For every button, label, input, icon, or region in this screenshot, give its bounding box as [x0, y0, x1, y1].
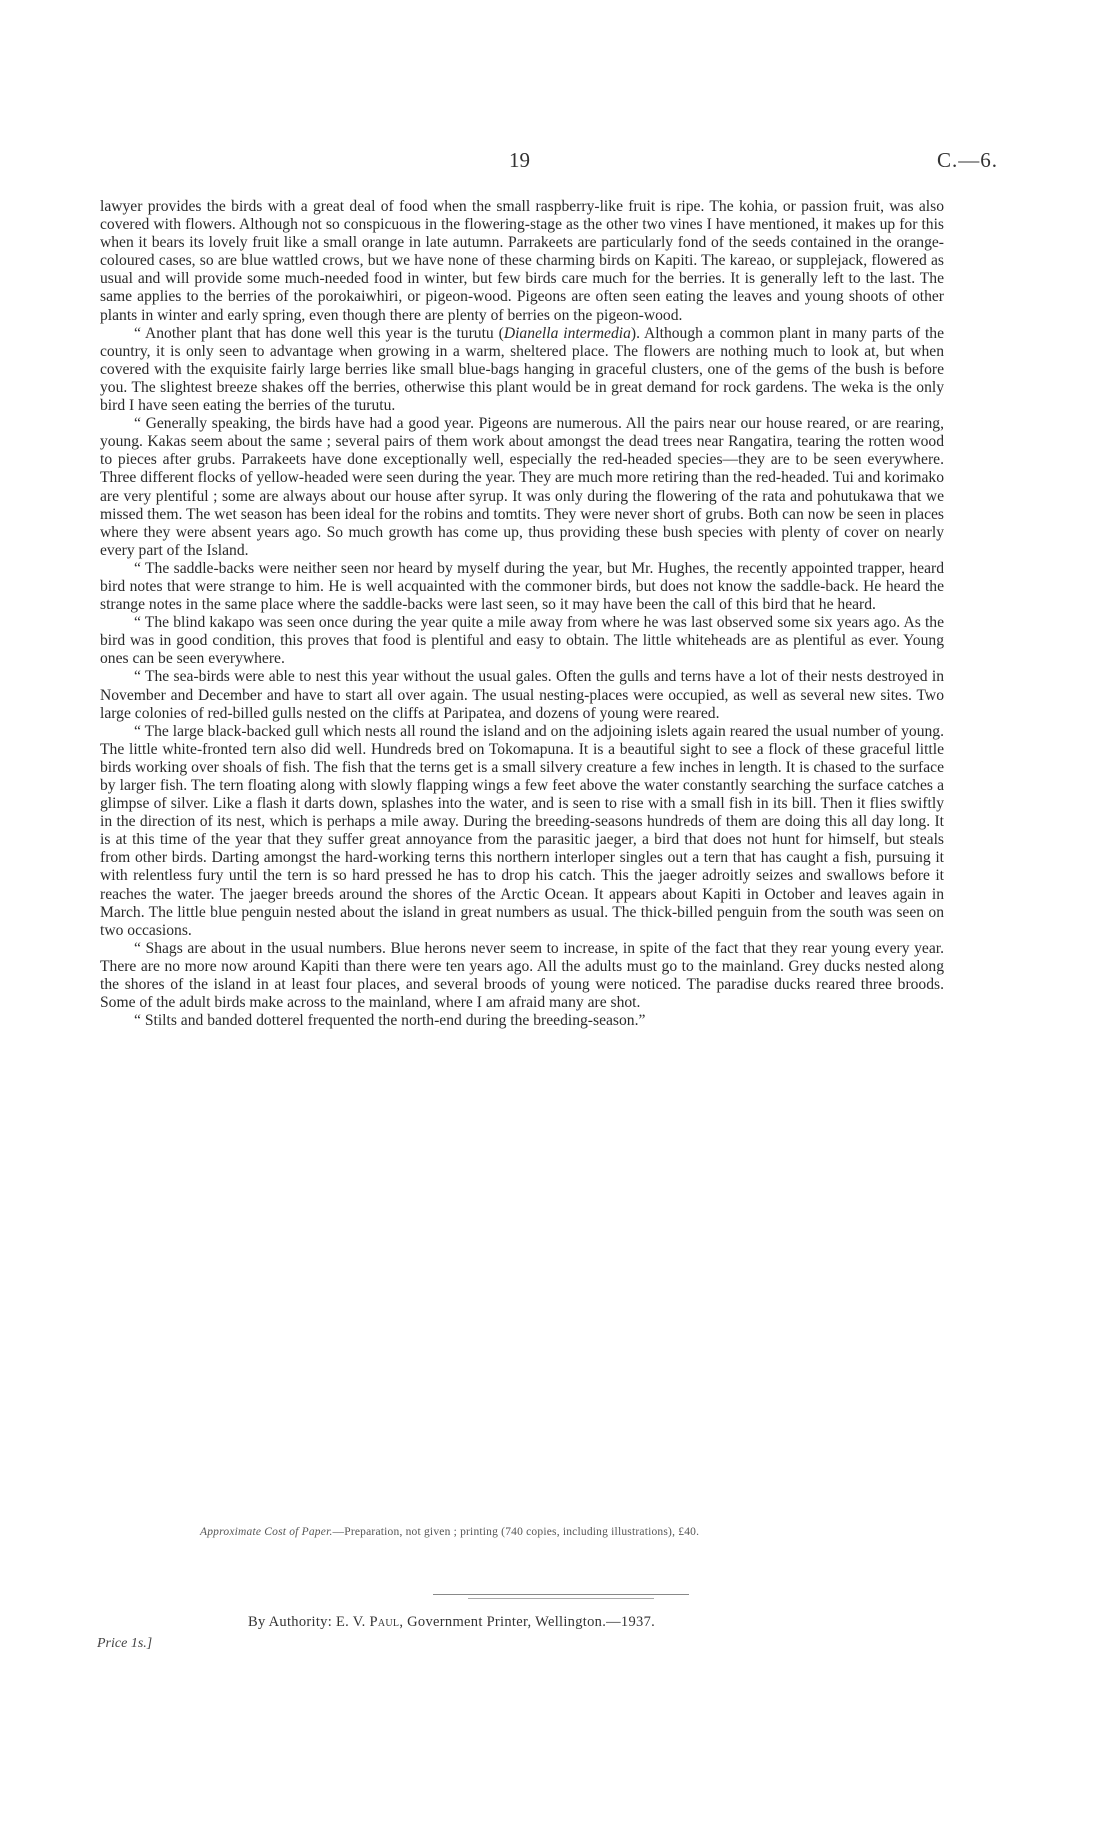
page-header: [98, 148, 998, 178]
price-label: Price 1s.]: [97, 1636, 153, 1651]
paragraph: lawyer provides the birds with a great deal of food when the small raspberry-like fruit is ripe. The kohia, or passion fruit, was also covered with flowers. Although not so conspicuous in the flowering-stage as the other two vines I have mentioned, it makes up for this when it bears its lovely fruit like a small orange in late autumn. Parrakeets are particularly fond of the seeds contained in the orange-coloured cases, so are blue wattled crows, but we have none of these charming birds on Kapiti. The kareao, or supplejack, flowered as usual and will provide some much-needed food in winter, but few birds care much for the berries. It is generally left to the last. The same applies to the berries of the porokaiwhiri, or pigeon-wood. Pigeons are often seen eating the leaves and young shoots of other plants in winter and early spring, even though there are plenty of berries on the pigeon-wood.: [100, 198, 944, 324]
cost-note: [200, 1526, 920, 1538]
paragraph: “ Shags are about in the usual numbers. Blue herons never seem to increase, in spite of the fact that they rear young every year. There are no more now around Kapiti than there were ten years ago. All the adults must go to the mainland. Grey ducks nested along the shores of the island in at least four places, and several broods of young were noticed. The paradise ducks reared three broods. Some of the adult birds make across to the mainland, where I am afraid many are shot.: [100, 939, 944, 1012]
printer-name: Paul: [369, 1614, 400, 1630]
paragraph: “ The blind kakapo was seen once during the year quite a mile away from where he was last observed some six years ago. As the bird was in good condition, this proves that food is plentiful and easy to obtain. The little whiteheads are as plentiful as ever. Young ones can be seen everywhere.: [100, 614, 944, 668]
paragraph: “ The large black-backed gull which nests all round the island and on the adjoining islets again reared the usual number of young. The little white-fronted tern also did well. Hundreds bred on Tokomapuna. It is a beautiful sight to see a flock of these graceful little birds working over shoals of fish. The fish that the terns get is a small silvery creature a few inches in length. It is chased to the surface by larger fish. The tern floating along with slowly flapping wings a few feet above the water constantly searching the surface catches a glimpse of silver. Like a flash it darts down, splashes into the water, and is seen to rise with a small fish in its bill. Then it flies swiftly in the direction of its nest, which is perhaps a mile away. During the breeding-seasons hundreds of them are doing this all day long. It is at this time of the year that they suffer great annoyance from the parasitic jaeger, a bird that does not hunt for himself, but steals from other birds. Darting amongst the hard-working terns this northern interloper singles out a tern that has caught a fish, pursuing it with relentless fury until the tern is so hard pressed he has to drop his catch. This the jaeger adroitly seizes and swallows before it reaches the water. The jaeger breeds around the shores of the Arctic Ocean. It appears about Kapiti in October and leaves again in March. The little blue penguin nested about the island in great numbers as usual. The thick-billed penguin from the south was seen on two occasions.: [100, 722, 944, 939]
cost-note-text: —Preparation, not given ; printing (740 copies, including illustrations), £40.: [332, 1526, 700, 1538]
authority-prefix: By Authority: E. V.: [248, 1614, 370, 1630]
printer-authority: [248, 1614, 868, 1631]
paragraph: “ Generally speaking, the birds have had a good year. Pigeons are numerous. All the pairs near our house reared, or are rearing, young. Kakas seem about the same ; several pairs of them work about amongst the dead trees near Rangatira, tearing the rotten wood to pieces after grubs. Parrakeets have done exceptionally well, especially the red-headed species—they are to be seen everywhere. Three different flocks of yellow-headed were seen during the year. They are much more retiring than the red-headed. Tui and korimako are very plentiful ; some are always about our house after syrup. It was only during the flowering of the rata and pohutukawa that we missed them. The wet season has been ideal for the robins and tomtits. They were never short of grubs. Both can now be seen in places where they were absent years ago. So much growth has come up, thus providing these bush species with plenty of cover on nearly every part of the Island.: [100, 415, 944, 559]
paragraph: “ The sea-birds were able to nest this year without the usual gales. Often the gulls and terns have a lot of their nests destroyed in November and December and have to start all over again. The usual nesting-places were occupied, as well as several new sites. Two large colonies of red-billed gulls nested on the cliffs at Paripatea, and dozens of young were reared.: [100, 668, 944, 722]
document-reference: C.—6.: [936, 148, 998, 172]
footer-divider-secondary: [468, 1598, 654, 1599]
paragraph: “ The saddle-backs were neither seen nor heard by myself during the year, but Mr. Hughes, the recently appointed trapper, heard bird notes that were strange to him. He is well acquainted with the commoner birds, but does not know the saddle-back. He heard the strange notes in the same place where the saddle-backs were last seen, so it may have been the call of this bird that he heard.: [100, 559, 944, 614]
paragraph: “ Stilts and banded dotterel frequented the north-end during the breeding-season.”: [134, 1012, 646, 1030]
page-number: 19: [509, 148, 530, 172]
authority-suffix: , Government Printer, Wellington.—1937.: [399, 1614, 656, 1630]
body-text: [100, 198, 944, 1030]
paragraph: “ Another plant that has done well this year is the turutu (Dianella intermedia). Although a common plant in many parts of the country, it is only seen to advantage when growing in a warm, sheltered place. The flowers are nothing much to look at, but when covered with the exquisite fairly large berries like small blue-bags hanging in graceful clusters, one of the gems of the bush is before you. The slightest breeze shakes off the berries, otherwise this plant would be in great demand for rock gardens. The weka is the only bird I have seen eating the berries of the turutu.: [100, 324, 944, 415]
species-name: Dianella intermedia: [503, 324, 631, 342]
footer-divider: [433, 1594, 689, 1595]
cost-note-lead: Approximate Cost of Paper.: [200, 1526, 333, 1538]
